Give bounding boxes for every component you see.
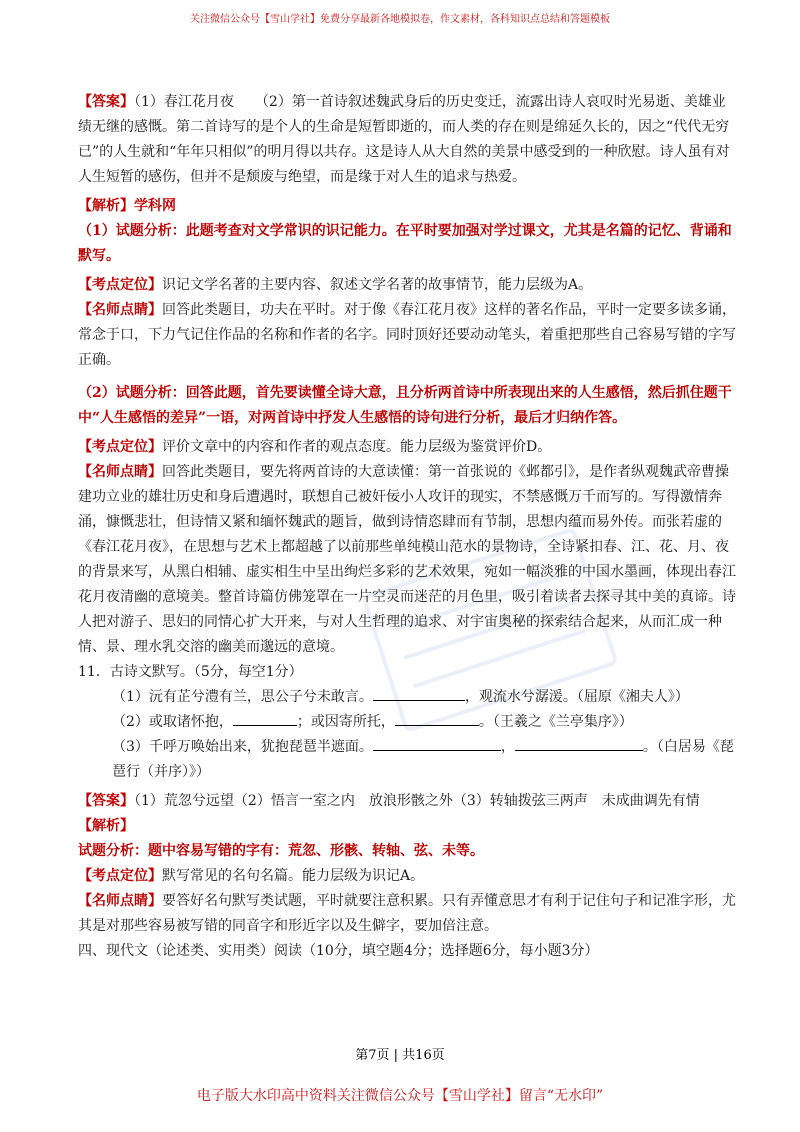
analysis-source: 学科网 xyxy=(134,198,176,214)
q11-teacher-tag: 【名师点睛】 xyxy=(78,893,162,909)
q11-blank-1[interactable] xyxy=(373,686,465,701)
q11-title: 11．古诗文默写。（5分，每空1分） xyxy=(78,664,303,680)
q1-teacher-text: 回答此类题目，功夫在平时。对于像《春江花月夜》这样的著名作品，平时一定要多读多诵，常念于口，下力气记住作品的名称和作者的名字。同时顶好还要动动笔头，着重把那些自己容易写错的字写正确。 xyxy=(78,302,736,368)
q11-point-text: 默写常见的名句名篇。能力层级为识记A。 xyxy=(162,868,425,884)
analysis-heading xyxy=(78,194,738,219)
q11-point xyxy=(78,864,738,889)
q11-blank-4[interactable] xyxy=(373,736,501,751)
analysis-tag: 【解析】 xyxy=(78,198,134,214)
q11-blank-3[interactable] xyxy=(395,711,479,726)
q11-teacher xyxy=(78,889,738,939)
answer-text: （1）春江花月夜 （2）第一首诗叙述魏武身后的历史变迁，流露出诗人哀叹时光易逝、美雄业绩无继的感慨。第二首诗写的是个人的生命是短暂即逝的，而人类的存在则是绵延久长的，因之“代代无穷已”的人生就和“年年只相似”的明月得以共存。这是诗人从大自然的美景中感受到的一种欣慰。诗人虽有对人生短暂的感伤，但并不是颓废与绝望，而是缘于对人生的追求与热爱。 xyxy=(78,94,730,185)
q11-line-3 xyxy=(78,735,738,785)
q2-teacher-text: 回答此类题目，要先将两首诗的大意读懂：第一首张说的《邺都引》，是作者纵观魏武帝曹操建功立业的雄壮历史和身后遭遇时，联想自己被奸佞小人攻讦的现实，不禁感慨万千而写的。写得激情奔涌，慷慨悲壮，但诗情又紧和缅怀魏武的题旨，做到诗情恣肆而有节制，思想内蕴而易外传。而张若虚的《春江花月夜》，在思想与艺术上都超越了以前那些单纯模山范水的景物诗，全诗紧扣春、江、花、月、夜的背景来写，从黑白相辅、虚实相生中呈出绚烂多彩的艺术效果，宛如一幅淡雅的中国水墨画，体现出春江花月夜清幽的意境美。整首诗篇仿佛笼罩在一片空灵而迷茫的月色里，吸引着读者去探寻其中美的真谛。诗人把对游子、思妇的同情心扩大开来，与对人生哲理的追求、对宇宙奥秘的探索结合起来，从而汇成一种情、景、理水乳交溶的幽美而邈远的意境。 xyxy=(78,464,736,655)
q11-line-1-b: ，观流水兮潺湲。（屈原《湘夫人》） xyxy=(464,689,689,705)
q11-blank-5[interactable] xyxy=(515,736,643,751)
page-number: 第7页 | 共16页 xyxy=(355,1048,445,1063)
top-banner: 关注微信公众号【雪山学社】免费分享最新各地模拟卷，作文素材，各科知识点总结和答题模板 xyxy=(190,14,610,25)
q11-analysis-tag: 【解析】 xyxy=(78,818,134,834)
q11-line-1 xyxy=(78,685,738,710)
q11-line-1-a: （1）沅有芷兮澧有兰，思公子兮未敢言。 xyxy=(112,689,373,705)
q2-teacher xyxy=(78,460,738,660)
q11-point-tag: 【考点定位】 xyxy=(78,868,162,884)
q11-line-3-c: 。（白居易《琵琶行（并序）》） xyxy=(112,739,734,780)
q11-line-3-a: （3）千呼万唤始出来，犹抱琵琶半遮面。 xyxy=(112,739,373,755)
q11-teacher-text: 要答好名句默写类试题，平时就要注意积累。只有弄懂意思才有利于记住句子和记准字形，尤其是对那些容易被写错的同音字和形近字以及生僻字，要加倍注意。 xyxy=(78,893,736,934)
q11-line-2 xyxy=(78,710,738,735)
answer-block xyxy=(78,90,738,190)
bottom-banner: 电子版大水印高中资料关注微信公众号【雪山学社】留言“无水印” xyxy=(196,1088,604,1104)
q1-teacher xyxy=(78,298,738,373)
q2-teacher-tag: 【名师点睛】 xyxy=(78,464,162,480)
q11-line-2-c: 。（王羲之《兰亭集序》） xyxy=(478,714,633,730)
q2-point-text: 评价文章中的内容和作者的观点态度。能力层级为鉴赏评价D。 xyxy=(162,439,552,455)
q1-analysis: （1）试题分析：此题考查对文学常识的识记能力。在平时要加强对学过课文，尤其是名篇的记忆、背诵和默写。 xyxy=(78,223,732,264)
q1-point-text: 识记文学名著的主要内容、叙述文学名著的故事情节，能力层级为A。 xyxy=(162,277,593,293)
q2-analysis: （2）试题分析：回答此题，首先要读懂全诗大意，且分析两首诗中所表现出来的人生感悟，然后抓住题干中“人生感悟的差异”一语，对两首诗中抒发人生感悟的诗句进行分析，最后才归纳作答。 xyxy=(78,385,732,426)
q1-teacher-tag: 【名师点睛】 xyxy=(78,302,162,318)
q1-point-tag: 【考点定位】 xyxy=(78,277,162,293)
document-body xyxy=(78,90,738,964)
q11-line-2-a: （2）或取诸怀抱， xyxy=(112,714,233,730)
q11-line-3-b: ， xyxy=(500,739,515,755)
q11-answer xyxy=(78,789,738,814)
answer-tag: 【答案】 xyxy=(78,94,134,110)
q2-point xyxy=(78,435,738,460)
q11-line-2-b: ；或因寄所托， xyxy=(296,714,395,730)
q11-blank-2[interactable] xyxy=(233,711,297,726)
q11-answer-text: （1）荒忽兮远望（2）悟言一室之内 放浪形骸之外（3）转轴拨弦三两声 未成曲调先有情 xyxy=(134,793,700,809)
q11-analysis: 试题分析：题中容易写错的字有：荒忽、形骸、转轴、弦、未等。 xyxy=(78,843,484,859)
q11-answer-tag: 【答案】 xyxy=(78,793,134,809)
q2-point-tag: 【考点定位】 xyxy=(78,439,162,455)
section-4-title: 四、现代文（论述类、实用类）阅读（10分，填空题4分；选择题6分，每小题3分） xyxy=(78,943,599,959)
q1-point xyxy=(78,273,738,298)
